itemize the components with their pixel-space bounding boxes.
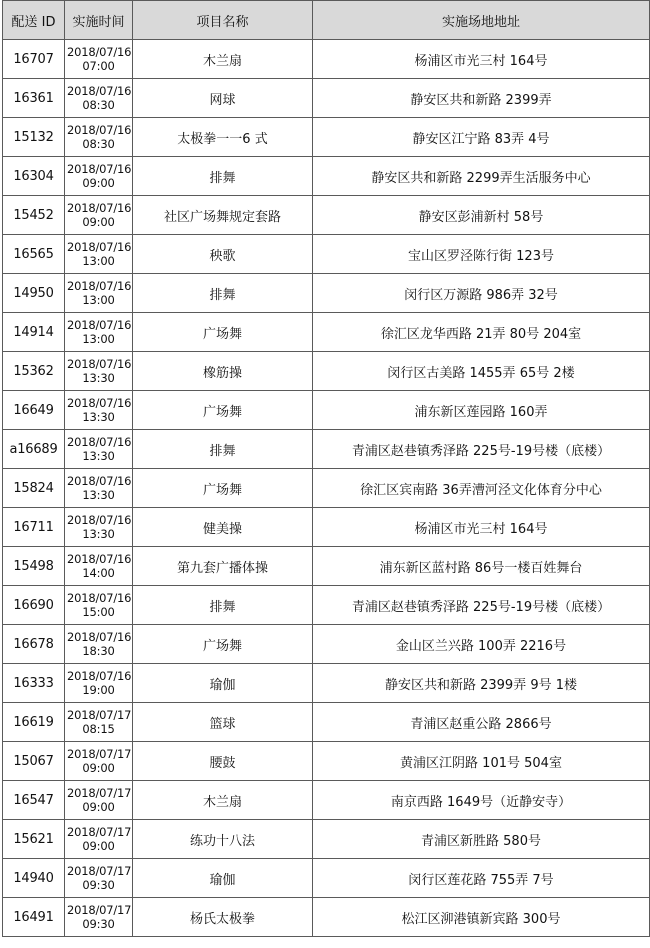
cell-address: 青浦区赵巷镇秀泽路 225号-19号楼（底楼）	[313, 586, 650, 625]
cell-address: 杨浦区市光三村 164号	[313, 40, 650, 79]
cell-date: 2018/07/16	[67, 84, 132, 98]
cell-time	[65, 820, 133, 859]
cell-address: 青浦区新胜路 580号	[313, 820, 650, 859]
cell-date: 2018/07/16	[67, 591, 132, 605]
table-row	[3, 118, 650, 157]
cell-clock: 09:00	[82, 215, 115, 229]
cell-id: 15067	[3, 742, 65, 781]
table-row	[3, 742, 650, 781]
cell-date: 2018/07/16	[67, 45, 132, 59]
cell-time	[65, 781, 133, 820]
cell-date: 2018/07/16	[67, 396, 132, 410]
table-row	[3, 274, 650, 313]
cell-date: 2018/07/16	[67, 513, 132, 527]
cell-time	[65, 196, 133, 235]
table-row	[3, 898, 650, 937]
cell-clock: 13:00	[82, 293, 115, 307]
cell-address: 闵行区万源路 986弄 32号	[313, 274, 650, 313]
table-row	[3, 313, 650, 352]
cell-address: 静安区共和新路 2399弄 9号 1楼	[313, 664, 650, 703]
cell-id: 16333	[3, 664, 65, 703]
cell-time	[65, 625, 133, 664]
cell-date: 2018/07/16	[67, 630, 132, 644]
cell-clock: 09:00	[82, 839, 115, 853]
cell-project: 腰鼓	[133, 742, 313, 781]
cell-project: 橡筋操	[133, 352, 313, 391]
cell-clock: 08:30	[82, 98, 115, 112]
cell-address: 宝山区罗泾陈行街 123号	[313, 235, 650, 274]
cell-address: 金山区兰兴路 100弄 2216号	[313, 625, 650, 664]
cell-clock: 09:00	[82, 761, 115, 775]
cell-project: 排舞	[133, 274, 313, 313]
cell-id: 16690	[3, 586, 65, 625]
cell-clock: 19:00	[82, 683, 115, 697]
cell-address: 静安区彭浦新村 58号	[313, 196, 650, 235]
cell-id: 15621	[3, 820, 65, 859]
cell-date: 2018/07/16	[67, 201, 132, 215]
header-address: 实施场地地址	[313, 1, 650, 40]
cell-project: 瑜伽	[133, 664, 313, 703]
table-row	[3, 859, 650, 898]
cell-time	[65, 742, 133, 781]
cell-project: 杨氏太极拳	[133, 898, 313, 937]
cell-time	[65, 157, 133, 196]
header-row	[3, 1, 650, 40]
cell-id: 16619	[3, 703, 65, 742]
cell-time	[65, 40, 133, 79]
cell-date: 2018/07/16	[67, 669, 132, 683]
cell-project: 排舞	[133, 430, 313, 469]
cell-time	[65, 547, 133, 586]
cell-address: 静安区共和新路 2299弄生活服务中心	[313, 157, 650, 196]
table-row	[3, 157, 650, 196]
cell-id: 15824	[3, 469, 65, 508]
cell-project: 广场舞	[133, 391, 313, 430]
cell-time	[65, 508, 133, 547]
cell-id: 14940	[3, 859, 65, 898]
cell-date: 2018/07/17	[67, 708, 132, 722]
cell-clock: 13:30	[82, 410, 115, 424]
cell-date: 2018/07/16	[67, 240, 132, 254]
table-row	[3, 703, 650, 742]
table-row	[3, 352, 650, 391]
cell-time	[65, 118, 133, 157]
table-row	[3, 625, 650, 664]
cell-clock: 13:30	[82, 371, 115, 385]
cell-date: 2018/07/16	[67, 552, 132, 566]
cell-id: 16711	[3, 508, 65, 547]
cell-address: 松江区泖港镇新宾路 300号	[313, 898, 650, 937]
cell-project: 社区广场舞规定套路	[133, 196, 313, 235]
cell-time	[65, 703, 133, 742]
cell-time	[65, 430, 133, 469]
cell-date: 2018/07/16	[67, 279, 132, 293]
cell-date: 2018/07/17	[67, 903, 132, 917]
table-row	[3, 40, 650, 79]
cell-clock: 13:30	[82, 449, 115, 463]
cell-id: 14914	[3, 313, 65, 352]
cell-address: 浦东新区莲园路 160弄	[313, 391, 650, 430]
table-row	[3, 586, 650, 625]
cell-project: 排舞	[133, 586, 313, 625]
cell-clock: 09:00	[82, 176, 115, 190]
cell-clock: 13:30	[82, 527, 115, 541]
cell-time	[65, 859, 133, 898]
cell-date: 2018/07/17	[67, 825, 132, 839]
cell-project: 练功十八法	[133, 820, 313, 859]
cell-time	[65, 313, 133, 352]
cell-address: 青浦区赵重公路 2866号	[313, 703, 650, 742]
cell-time	[65, 898, 133, 937]
cell-id: 14950	[3, 274, 65, 313]
cell-time	[65, 391, 133, 430]
cell-date: 2018/07/17	[67, 864, 132, 878]
cell-address: 徐汇区龙华西路 21弄 80号 204室	[313, 313, 650, 352]
cell-project: 广场舞	[133, 625, 313, 664]
table-row	[3, 235, 650, 274]
cell-time	[65, 469, 133, 508]
cell-id: 15132	[3, 118, 65, 157]
cell-address: 南京西路 1649号（近静安寺）	[313, 781, 650, 820]
cell-clock: 09:30	[82, 878, 115, 892]
header-project: 项目名称	[133, 1, 313, 40]
cell-project: 篮球	[133, 703, 313, 742]
cell-id: 16649	[3, 391, 65, 430]
cell-project: 瑜伽	[133, 859, 313, 898]
header-id: 配送 ID	[3, 1, 65, 40]
cell-project: 木兰扇	[133, 781, 313, 820]
cell-clock: 09:00	[82, 800, 115, 814]
cell-project: 秧歌	[133, 235, 313, 274]
table-row	[3, 430, 650, 469]
cell-date: 2018/07/16	[67, 357, 132, 371]
cell-clock: 13:00	[82, 332, 115, 346]
cell-date: 2018/07/16	[67, 318, 132, 332]
cell-project: 排舞	[133, 157, 313, 196]
cell-date: 2018/07/16	[67, 123, 132, 137]
table-row	[3, 820, 650, 859]
cell-id: 16304	[3, 157, 65, 196]
cell-time	[65, 352, 133, 391]
cell-id: 16707	[3, 40, 65, 79]
cell-project: 木兰扇	[133, 40, 313, 79]
header-time: 实施时间	[65, 1, 133, 40]
cell-id: 16547	[3, 781, 65, 820]
table-row	[3, 469, 650, 508]
table-row	[3, 79, 650, 118]
cell-address: 杨浦区市光三村 164号	[313, 508, 650, 547]
cell-date: 2018/07/16	[67, 474, 132, 488]
cell-address: 闵行区古美路 1455弄 65号 2楼	[313, 352, 650, 391]
cell-address: 黄浦区江阴路 101号 504室	[313, 742, 650, 781]
cell-clock: 15:00	[82, 605, 115, 619]
cell-address: 浦东新区蓝村路 86号一楼百姓舞台	[313, 547, 650, 586]
cell-address: 静安区江宁路 83弄 4号	[313, 118, 650, 157]
cell-date: 2018/07/16	[67, 162, 132, 176]
table-row	[3, 547, 650, 586]
table-row	[3, 196, 650, 235]
cell-clock: 13:00	[82, 254, 115, 268]
cell-date: 2018/07/16	[67, 435, 132, 449]
cell-clock: 07:00	[82, 59, 115, 73]
table-row	[3, 664, 650, 703]
cell-id: 15498	[3, 547, 65, 586]
cell-project: 太极拳一一6 式	[133, 118, 313, 157]
cell-project: 网球	[133, 79, 313, 118]
cell-address: 青浦区赵巷镇秀泽路 225号-19号楼（底楼）	[313, 430, 650, 469]
cell-clock: 08:15	[82, 722, 115, 736]
cell-time	[65, 79, 133, 118]
table-row	[3, 508, 650, 547]
cell-id: 16491	[3, 898, 65, 937]
cell-project: 广场舞	[133, 313, 313, 352]
cell-clock: 08:30	[82, 137, 115, 151]
table-row	[3, 781, 650, 820]
cell-address: 闵行区莲花路 755弄 7号	[313, 859, 650, 898]
cell-address: 徐汇区宾南路 36弄漕河泾文化体育分中心	[313, 469, 650, 508]
cell-clock: 18:30	[82, 644, 115, 658]
cell-id: 16678	[3, 625, 65, 664]
cell-project: 健美操	[133, 508, 313, 547]
cell-clock: 13:30	[82, 488, 115, 502]
schedule-table	[2, 0, 650, 937]
cell-id: 16361	[3, 79, 65, 118]
cell-clock: 14:00	[82, 566, 115, 580]
cell-id: 16565	[3, 235, 65, 274]
cell-time	[65, 664, 133, 703]
cell-project: 第九套广播体操	[133, 547, 313, 586]
cell-time	[65, 274, 133, 313]
table-row	[3, 391, 650, 430]
cell-id: 15452	[3, 196, 65, 235]
cell-time	[65, 235, 133, 274]
cell-project: 广场舞	[133, 469, 313, 508]
cell-id: 15362	[3, 352, 65, 391]
cell-clock: 09:30	[82, 917, 115, 931]
cell-address: 静安区共和新路 2399弄	[313, 79, 650, 118]
cell-id: a16689	[3, 430, 65, 469]
cell-date: 2018/07/17	[67, 747, 132, 761]
cell-time	[65, 586, 133, 625]
cell-date: 2018/07/17	[67, 786, 132, 800]
